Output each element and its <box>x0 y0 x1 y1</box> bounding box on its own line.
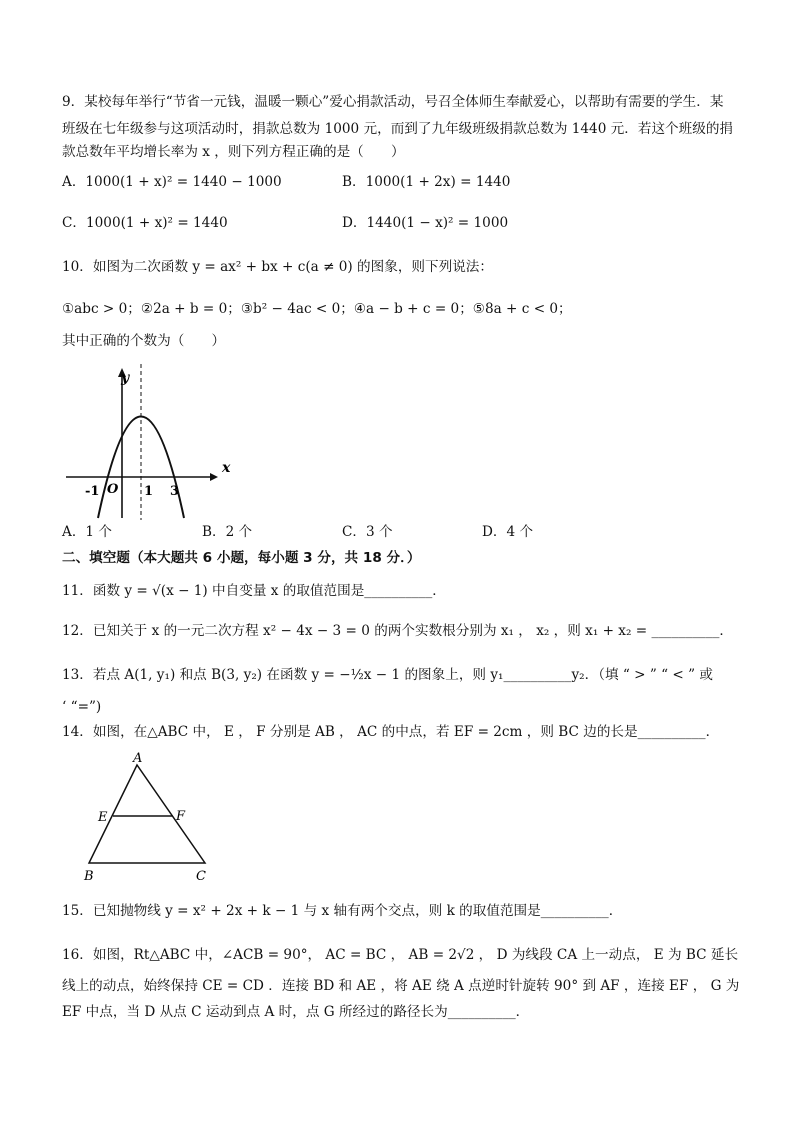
q11-text: 11．函数 y = √(x − 1) 中自变量 x 的取值范围是__________． <box>62 583 446 599</box>
tick-label-1: 1 <box>144 484 154 499</box>
vertex-a-label: A <box>133 751 143 766</box>
y-axis-label: y <box>121 370 130 386</box>
q9-line3: 款总数年平均增长率为 x ，则下列方程正确的是（ ） <box>62 144 405 160</box>
x-axis-arrow <box>210 473 218 481</box>
vertex-c-label: C <box>196 869 206 884</box>
vertex-b-label: B <box>84 869 94 884</box>
q10-option-d: D．4 个 <box>482 524 534 540</box>
q9-line1: 9．某校每年举行“节省一元钱，温暖一颗心”爱心捐款活动，号召全体师生奉献爱心，以帮助有需要的学生．某 <box>62 94 724 110</box>
parabola-curve <box>98 417 184 519</box>
q9-line2: 班级在七年级参与这项活动时，捐款总数为 1000 元，而到了九年级班级捐款总数为 1440 元．若这个班级的捐 <box>62 121 734 137</box>
q16-line1: 16．如图，Rt△ABC 中，∠ACB = 90°， AC = BC ， AB = 2√2 ， D 为线段 CA 上一动点， E 为 BC 延长 <box>62 947 739 963</box>
q9-option-c: C．1000(1 + x)² = 1440 <box>62 215 228 231</box>
q16-line2: 线上的动点，始终保持 CE = CD ．连接 BD 和 AE ，将 AE 绕 A 点逆时针旋转 90° 到 AF ，连接 EF ， G 为 <box>62 978 740 994</box>
parabola-graph <box>60 360 240 522</box>
q9-option-b: B．1000(1 + 2x) = 1440 <box>342 174 511 190</box>
q10-option-c: C．3 个 <box>342 524 393 540</box>
q10-option-a: A．1 个 <box>62 524 112 540</box>
q10-option-b: B．2 个 <box>202 524 253 540</box>
q13-line2: ‘ “=”) <box>62 699 102 715</box>
q9-option-a: A．1000(1 + x)² = 1440 − 1000 <box>62 174 282 190</box>
q10-line2: ①abc > 0；②2a + b = 0；③b² − 4ac < 0；④a − b + c = 0；⑤8a + c < 0； <box>62 301 572 317</box>
triangle-figure <box>78 750 218 886</box>
q9-option-d: D．1440(1 − x)² = 1000 <box>342 215 509 231</box>
q12-text: 12．已知关于 x 的一元二次方程 x² − 4x − 3 = 0 的两个实数根分别为 x₁ ， x₂ ，则 x₁ + x₂ = __________． <box>62 623 734 639</box>
point-e-label: E <box>98 810 108 825</box>
q15-text: 15．已知抛物线 y = x² + 2x + k − 1 与 x 轴有两个交点，则 k 的取值范围是__________． <box>62 903 623 919</box>
tick-label-neg1: -1 <box>85 484 100 499</box>
q16-line3: EF 中点，当 D 从点 C 运动到点 A 时，点 G 所经过的路径长为__________． <box>62 1004 530 1020</box>
q10-line3: 其中正确的个数为（ ） <box>62 333 226 349</box>
x-axis-label: x <box>222 460 231 476</box>
q14-text: 14．如图，在△ABC 中， E ， F 分别是 AB ， AC 的中点，若 EF = 2cm ，则 BC 边的长是__________． <box>62 724 720 740</box>
q13-line1: 13．若点 A(1, y₁) 和点 B(3, y₂) 在函数 y = −½x − 1 的图象上，则 y₁__________y₂．（填 “ > ” “ < ” 或 <box>62 667 713 683</box>
origin-label: O <box>107 482 119 497</box>
point-f-label: F <box>176 809 186 824</box>
tick-label-3: 3 <box>170 484 180 499</box>
q10-line1: 10．如图为二次函数 y = ax² + bx + c(a ≠ 0) 的图象，则下列说法： <box>62 259 493 275</box>
section-heading: 二、填空题（本大题共 6 小题，每小题 3 分，共 18 分．） <box>62 550 421 566</box>
